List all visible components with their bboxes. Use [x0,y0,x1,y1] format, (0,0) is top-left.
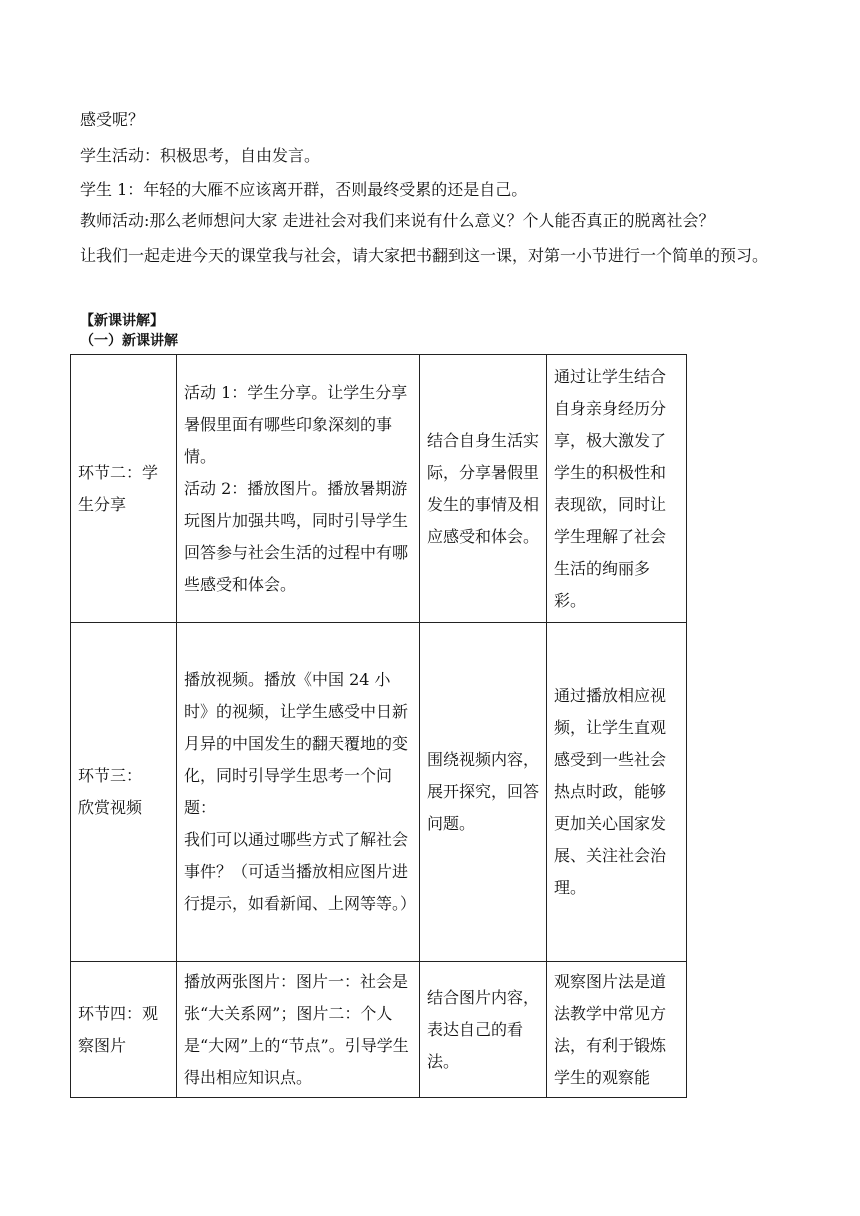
section-title: 【新课讲解】 [80,313,164,329]
teacher-activity-cell: 播放两张图片：图片一：社会是张“大关系网”；图片二：个人是“大网”上的“节点”。引导学生得出相应知识点。 [177,962,420,1098]
purpose-cell: 通过让学生结合自身亲身经历分享，极大激发了学生的积极性和表现欲，同时让学生理解了社会生活的绚丽多彩。 [547,355,687,623]
teacher-activity-cell: 播放视频。播放《中国 24 小时》的视频，让学生感受中日新月异的中国发生的翻天覆地的变化，同时引导学生思考一个问题： 我们可以通过哪些方式了解社会事件？（可适当播放相应图片进行提示，如看新闻、上网等等。） [177,623,420,962]
purpose-cell: 通过播放相应视频，让学生直观感受到一些社会热点时政，能够更加关心国家发展、关注社会治理。 [547,623,687,962]
table-row [71,962,687,1098]
paragraph: 学生 1：年轻的大雁不应该离开群，否则最终受累的还是自己。 [80,180,528,199]
table-row [71,623,687,962]
paragraph: 教师活动:那么老师想问大家 走进社会对我们来说有什么意义？个人能否真正的脱离社会？ [80,211,715,230]
stage-cell: 环节二：学生分享 [71,355,177,623]
lesson-table [70,354,687,1098]
stage-cell: 环节三： 欣赏视频 [71,623,177,962]
student-activity-cell: 结合自身生活实际，分享暑假里发生的事情及相应感受和体会。 [420,355,547,623]
paragraph: 学生活动：积极思考，自由发言。 [80,146,321,165]
student-activity-cell: 结合图片内容，表达自己的看法。 [420,962,547,1098]
paragraph: 感受呢？ [80,110,145,129]
subsection-title: （一）新课讲解 [80,333,178,349]
stage-cell: 环节四：观察图片 [71,962,177,1098]
teacher-activity-cell: 活动 1：学生分享。让学生分享暑假里面有哪些印象深刻的事情。 活动 2：播放图片。播放暑期游玩图片加强共鸣，同时引导学生回答参与社会生活的过程中有哪些感受和体会。 [177,355,420,623]
student-activity-cell: 围绕视频内容，展开探究，回答问题。 [420,623,547,962]
table-row [71,355,687,623]
paragraph: 让我们一起走进今天的课堂我与社会，请大家把书翻到这一课，对第一小节进行一个简单的预习。 [80,246,769,265]
purpose-cell: 观察图片法是道法教学中常见方法，有利于锻炼学生的观察能 [547,962,687,1098]
